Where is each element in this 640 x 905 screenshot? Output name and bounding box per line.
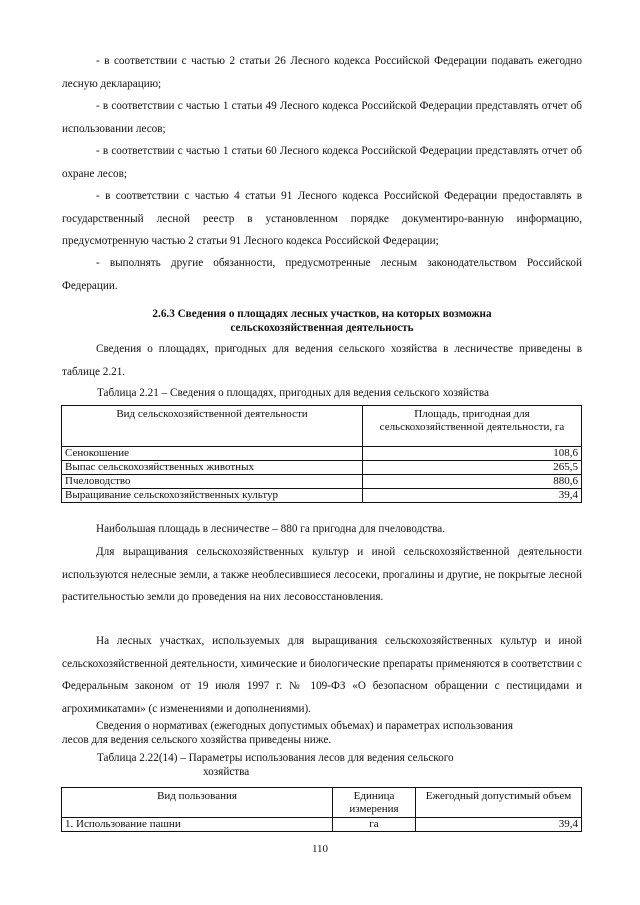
table-header-row [62, 406, 582, 447]
table-21-caption: Таблица 2.21 – Сведения о площадях, пригодных для ведения сельского хозяйства [97, 387, 489, 399]
table-row [62, 475, 582, 489]
section-heading-line1: 2.6.3 Сведения о площадях лесных участков, на которых возможна [152, 308, 492, 320]
paragraph-non-forest-lands: Для выращивания сельскохозяйственных культур и иной сельскохозяйственной деятельности используются нелесные земли, а также необлесившиеся лесосеки, прогалины и другие, не покрытые лесной растительностью земли до проведения на них лесовосстановления. [62, 546, 582, 603]
section-heading [62, 307, 582, 335]
table-22-caption-line2: хозяйства [203, 766, 250, 778]
table-row [62, 461, 582, 475]
table-col-header-usage: Вид пользования [62, 788, 333, 818]
paragraph-protection-report: - в соответствии с частью 1 статьи 60 Лесного кодекса Российской Федерации представлять отчет об охране лесов; [62, 145, 582, 180]
table-cell-activity: Сенокошение [62, 447, 363, 461]
table-cell-area: 39,4 [363, 489, 582, 503]
paragraph-other-duties: - выполнять другие обязанности, предусмотренные лесным законодательством Российской Федерации. [62, 257, 582, 292]
table-cell-activity: Выращивание сельскохозяйственных культур [62, 489, 363, 503]
paragraph-norms-line1: Сведения о нормативах (ежегодных допустимых объемах) и параметрах использования [96, 720, 514, 732]
page-number: 110 [311, 843, 329, 855]
paragraph-declaration: - в соответствии с частью 2 статьи 26 Лесного кодекса Российской Федерации подавать ежегодно лесную декларацию; [62, 55, 582, 90]
table-col-header-unit: Единица измерения [333, 788, 416, 818]
table-cell-usage: 1. Использование пашни [62, 818, 333, 832]
paragraph-pesticides: На лесных участках, используемых для выращивания сельскохозяйственных культур и иной сельскохозяйственной деятельности, химические и биологические препараты применяются в соответствии с Федеральным законом от 19 июля 1997 г. № 109-ФЗ «О безопасном обращении с пестицидами и агрохимикатами» (с изменениями и дополнениями). [62, 635, 582, 715]
table-cell-area: 880,6 [363, 475, 582, 489]
table-22-caption [97, 751, 454, 779]
table-22-caption-line1: Таблица 2.22(14) – Параметры использования лесов для ведения сельского [97, 752, 454, 764]
table-col-header-volume: Ежегодный допустимый объем [416, 788, 582, 818]
table-cell-area: 265,5 [363, 461, 582, 475]
table-row [62, 489, 582, 503]
table-cell-activity: Выпас сельскохозяйственных животных [62, 461, 363, 475]
table-22 [61, 787, 582, 832]
paragraph-norms-line2: лесов для ведения сельского хозяйства приведены ниже. [62, 734, 332, 746]
section-heading-line2: сельскохозяйственная деятельность [230, 322, 414, 334]
table-col-header-area: Площадь, пригодная для сельскохозяйственной деятельности, га [363, 406, 582, 447]
table-cell-activity: Пчеловодство [62, 475, 363, 489]
section-intro: Сведения о площадях, пригодных для ведения сельского хозяйства в лесничестве приведены в таблице 2.21. [62, 343, 582, 378]
table-col-header-activity: Вид сельскохозяйственной деятельности [62, 406, 363, 447]
table-row [62, 447, 582, 461]
paragraph-largest-area: Наибольшая площадь в лесничестве – 880 га пригодна для пчеловодства. [96, 523, 446, 535]
table-cell-unit: га [333, 818, 416, 832]
table-row [62, 818, 582, 832]
table-cell-volume: 39,4 [416, 818, 582, 832]
paragraph-forest-registry: - в соответствии с частью 4 статьи 91 Лесного кодекса Российской Федерации предоставлять в государственный лесной реестр в установленном порядке документиро-ванную информацию, предусмотренную частью 2 статьи 91 Лесного кодекса Российской Федерации; [62, 190, 582, 247]
paragraph-usage-report: - в соответствии с частью 1 статьи 49 Лесного кодекса Российской Федерации представлять отчет об использовании лесов; [62, 100, 582, 135]
paragraph-norms [62, 719, 582, 747]
table-header-row [62, 788, 582, 818]
table-21 [61, 405, 582, 503]
table-cell-area: 108,6 [363, 447, 582, 461]
